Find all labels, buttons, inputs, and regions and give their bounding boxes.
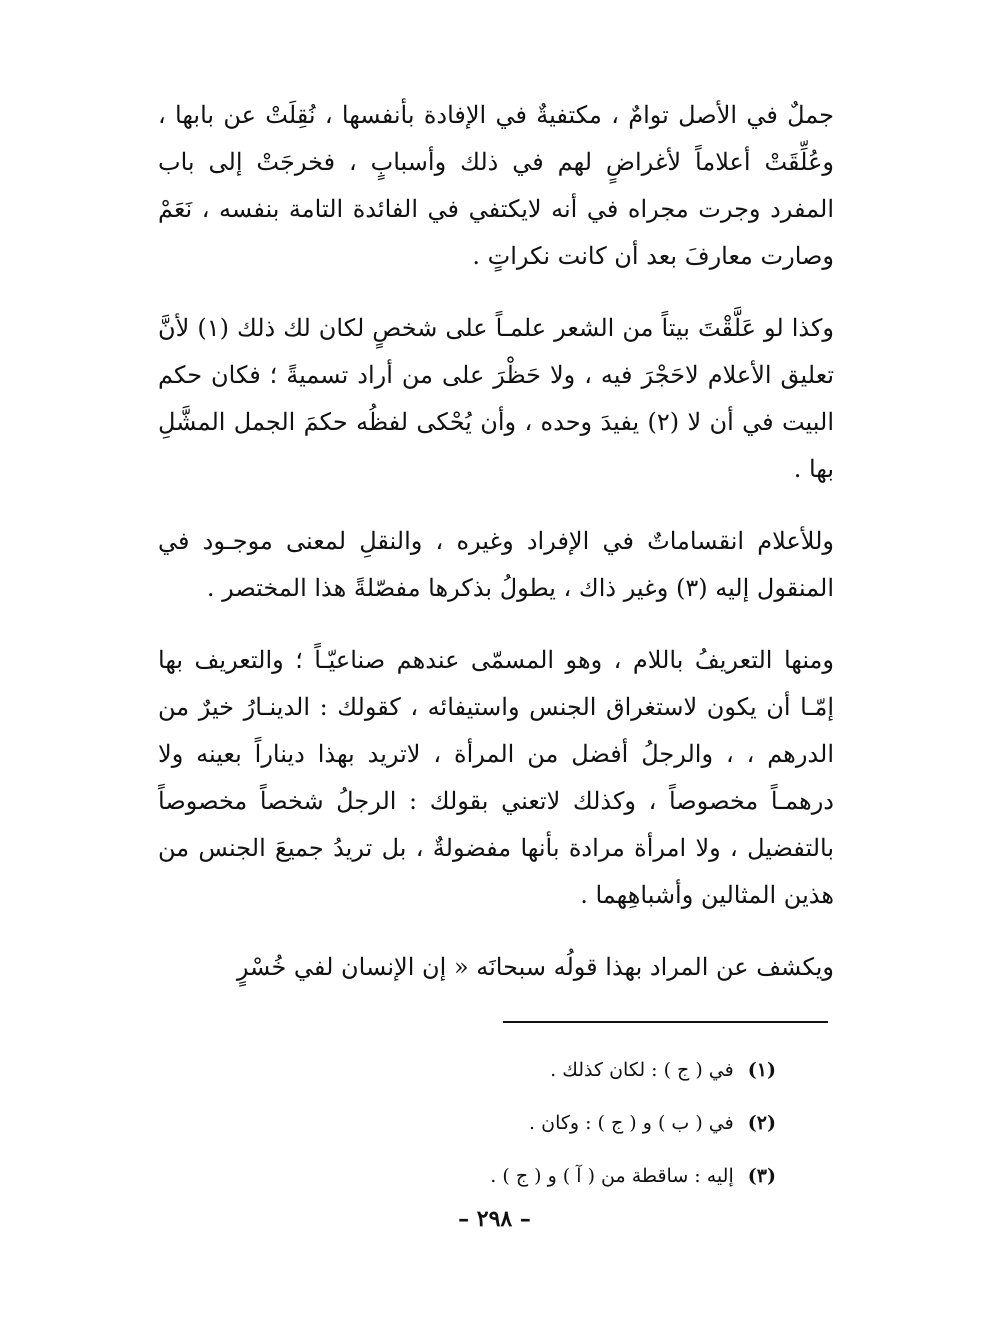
footnote-text: في ( ب ) و ( ج ) : وكان . [529,1112,734,1134]
footnotes [340,1044,776,1203]
footnote-divider [503,1021,828,1023]
paragraph-4: ومنها التعريفُ باللام ، وهو المسمّى عندهم صناعيّـاً ؛ والتعريف بها إمّـا أن يكون لاستغراق الجنس واستيفائه ، كقولك : الدينـارُ خيرٌ من الدرهم ، ، والرجلُ أفضل من المرأة ، لاتريد بهذا ديناراً بعينه ولا درهمـاً مخصوصاً ، وكذلك لاتعني بقولك : الرجلُ شخصاً مخصوصاً بالتفضيل ، ولا امرأة مرادة بأنها مفضولةٌ ، بل تريدُ جميعَ الجنس من هذين المثالين وأشباهِهما . [158,646,834,909]
paragraph-3: وللأعلام انقساماتٌ في الإفراد وغيره ، والنقلِ لمعنى موجـود في المنقول إليه (٣) وغير ذاك ، يطولُ بذكرها مفصّلةً هذا المختصر . [158,527,834,602]
footnote-number: (٣) [747,1165,776,1187]
footnote-3 [340,1150,776,1203]
footnote-1 [340,1044,776,1097]
footnote-number: (٢) [747,1112,776,1134]
footnote-text: إليه : ساقطة من ( آ ) و ( ج ) . [490,1165,734,1187]
paragraph-2: وكذا لو عَلَّقْتَ بيتاً من الشعر علمـاً على شخصٍ لكان لك ذلك (١) لأنَّ تعليق الأعلام لاحَجْرَ فيه ، ولا حَظْرَ على من أراد تسميةً ؛ فكان حكم البيت في أن لا (٢) يفيدَ وحده ، وأن يُحْكى لفظُه حكمَ الجمل المشَّلِ بها . [158,314,834,483]
footnote-2 [340,1097,776,1150]
main-text [158,92,834,991]
paragraph-5: ويكشف عن المراد بهذا قولُه سبحانَه « إن الإنسان لفي خُسْرٍ [236,953,834,981]
paragraph-1: جملٌ في الأصل توامٌ ، مكتفيةٌ في الإفادة بأنفسها ، نُقِلَتْ عن بابها ، وعُلِّقَتْ أعلاماً لأغراضٍ لهم في ذلك وأسبابٍ ، فخرجَتْ إلى باب المفرد وجرت مجراه في أنه لايكتفي في الفائدة التامة بنفسه ، نَعَمْ وصارت معارفَ بعد أن كانت نكراتٍ . [158,101,835,270]
page-number: – ٢٩٨ – [458,1206,531,1232]
footnote-number: (١) [747,1059,776,1081]
footnote-text: في ( ج ) : لكان كذلك . [550,1059,734,1081]
